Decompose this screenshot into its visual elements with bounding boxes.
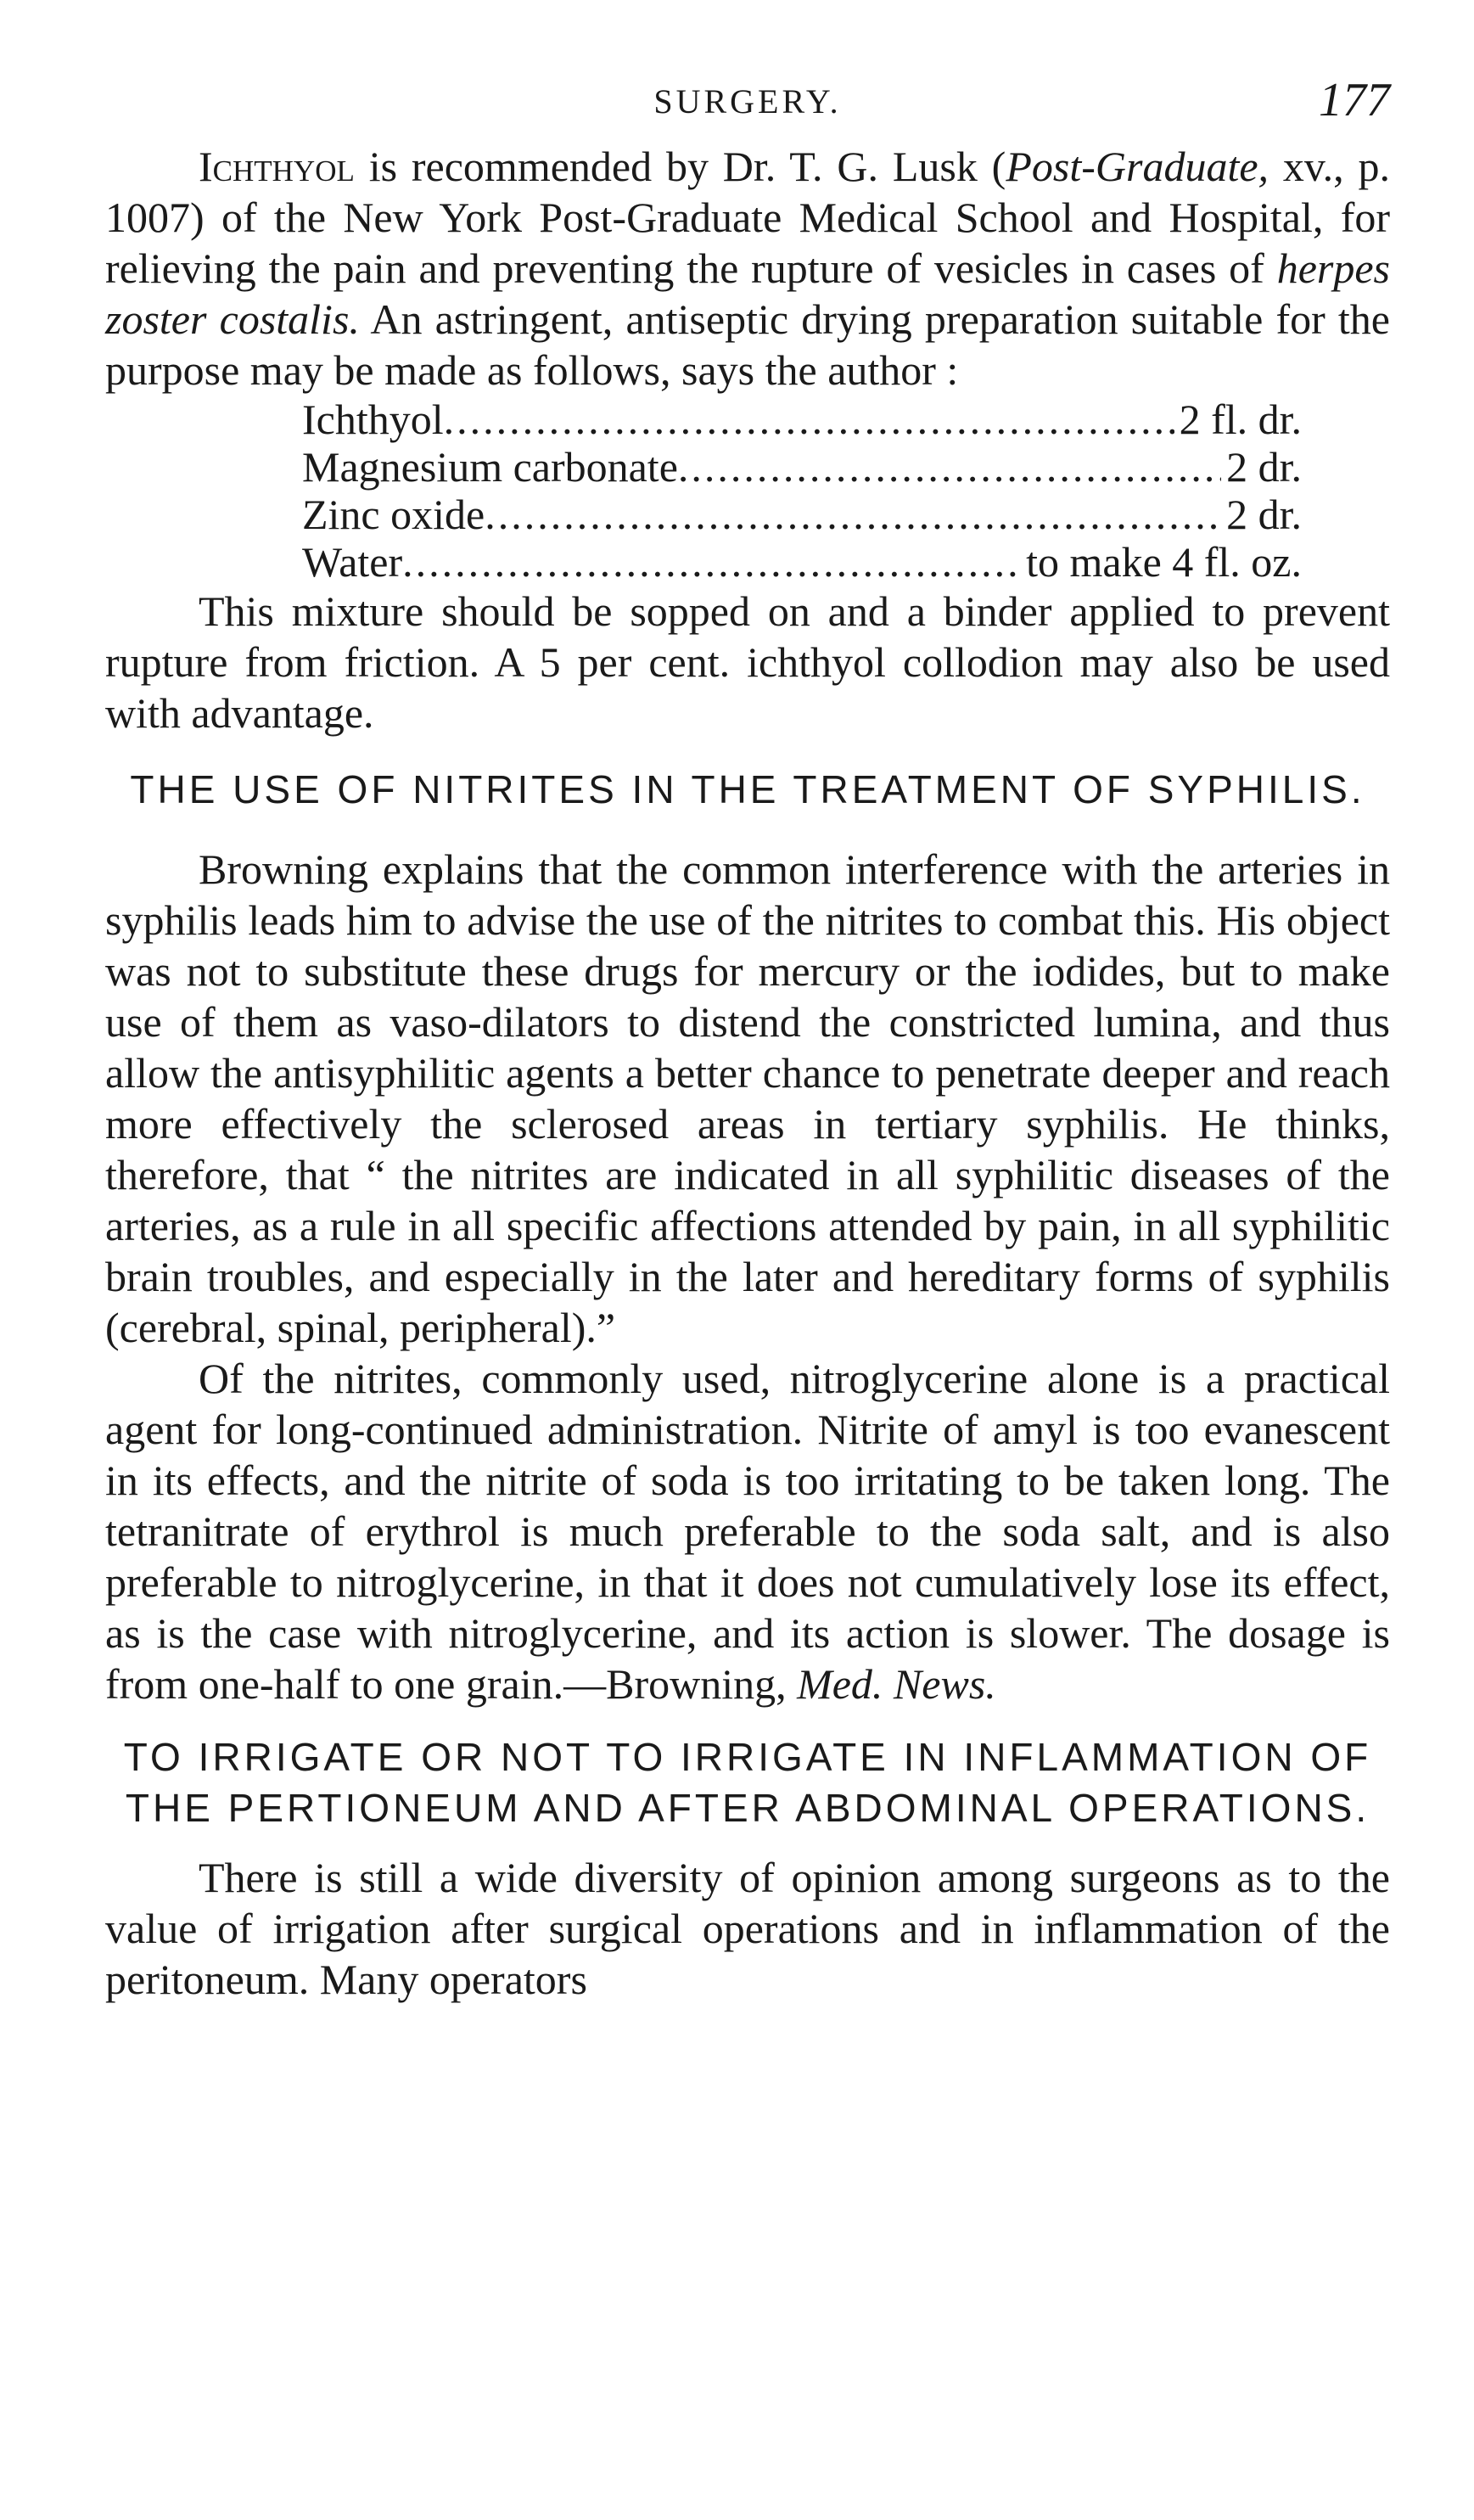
recipe-item: [302, 538, 1302, 586]
ichthyol-after-paragraph: This mixture should be sopped on and a binder applied to prevent rupture from friction. A 5 per cent. ichthyol collodion may also be used with advantage.: [105, 587, 1390, 737]
text-segment: is recommended by Dr. T. G. Lusk (: [354, 143, 1006, 190]
section-heading-nitrites: THE USE OF NITRITES IN THE TREATMENT OF SYPHILIS.: [130, 767, 1365, 811]
recipe-list: [302, 396, 1390, 586]
text-segment: An astringent, antiseptic drying preparation suitable for the purpose may be made as follows, says the author :: [105, 295, 1390, 394]
running-head: [105, 73, 1390, 141]
ingredient: Water: [302, 538, 403, 586]
leader-dots: [402, 538, 1021, 586]
recipe-item: [302, 443, 1302, 491]
leader-dots: [444, 396, 1174, 443]
nitrites-paragraph-1: Browning explains that the common interference with the arteries in syphilis leads him to advise the use of the nitrites to combat this. His object was not to substitute these drugs for mercury or the iodides, but to make use of them as vaso-dilators to distend the constricted lumina, and thus allow the antisyphilitic agents a better chance to penetrate deeper and reach more effectively the sclerosed areas in tertiary syphilis. He thinks, therefore, that “ the nitrites are indicated in all syphilitic diseases of the arteries, as a rule in all specific affections attended by pain, in all syphilitic brain troubles, and especially in the later and hereditary forms of syphilis (cerebral, spinal, peripheral).”: [105, 845, 1390, 1351]
ichthyol-paragraph: [105, 141, 1390, 396]
page: [105, 73, 1390, 2005]
journal-title: Post-Graduate,: [1006, 143, 1269, 190]
leader-dots: [678, 443, 1221, 491]
quantity: 2 fl. dr.: [1179, 396, 1302, 443]
quantity: to make 4 fl. oz.: [1026, 538, 1302, 586]
lead-word: Ichthyol: [199, 143, 355, 190]
source-citation: Med. News.: [797, 1660, 996, 1708]
section-heading-irrigation: TO IRRIGATE OR NOT TO IRRIGATE IN INFLAMMATION OF THE PERTIONEUM AND AFTER ABDOMINAL OPERATIONS.: [123, 1735, 1372, 1830]
leader-dots: [485, 491, 1221, 538]
nitrites-paragraph-2: [105, 1353, 1390, 1709]
text-segment: xv., p. 1007) of the New York Post-Graduate Medical School and Hospital, for relieving the pain and preventing the rupture of vesicles in cases of: [105, 143, 1390, 292]
quantity: 2 dr.: [1226, 443, 1302, 491]
irrigation-paragraph: There is still a wide diversity of opinion among surgeons as to the value of irrigation after surgical operations and in inflammation of the peritoneum. Many operators: [105, 1854, 1390, 2003]
recipe-item: [302, 396, 1302, 443]
page-number: 177: [1319, 74, 1390, 126]
ingredient: Ichthyol: [302, 396, 444, 443]
running-head-title: SURGERY.: [653, 82, 842, 121]
text-segment: Of the nitrites, commonly used, nitroglycerine alone is a practical agent for long-continued administration. Nitrite of amyl is too evanescent in its effects, and the nitrite of soda is too irritating to be taken long. The tetranitrate of erythrol is much preferable to the soda salt, and is also preferable to nitroglycerine, in that it does not cumulatively lose its effect, as is the case with nitroglycerine, and its action is slower. The dosage is from one-half to one grain.—Browning,: [105, 1355, 1390, 1708]
ingredient: Zinc oxide: [302, 491, 485, 538]
quantity: 2 dr.: [1226, 491, 1302, 538]
ingredient: Magnesium carbonate: [302, 443, 678, 491]
recipe-item: [302, 491, 1302, 538]
disease-name: herpes zoster costalis.: [105, 244, 1390, 343]
